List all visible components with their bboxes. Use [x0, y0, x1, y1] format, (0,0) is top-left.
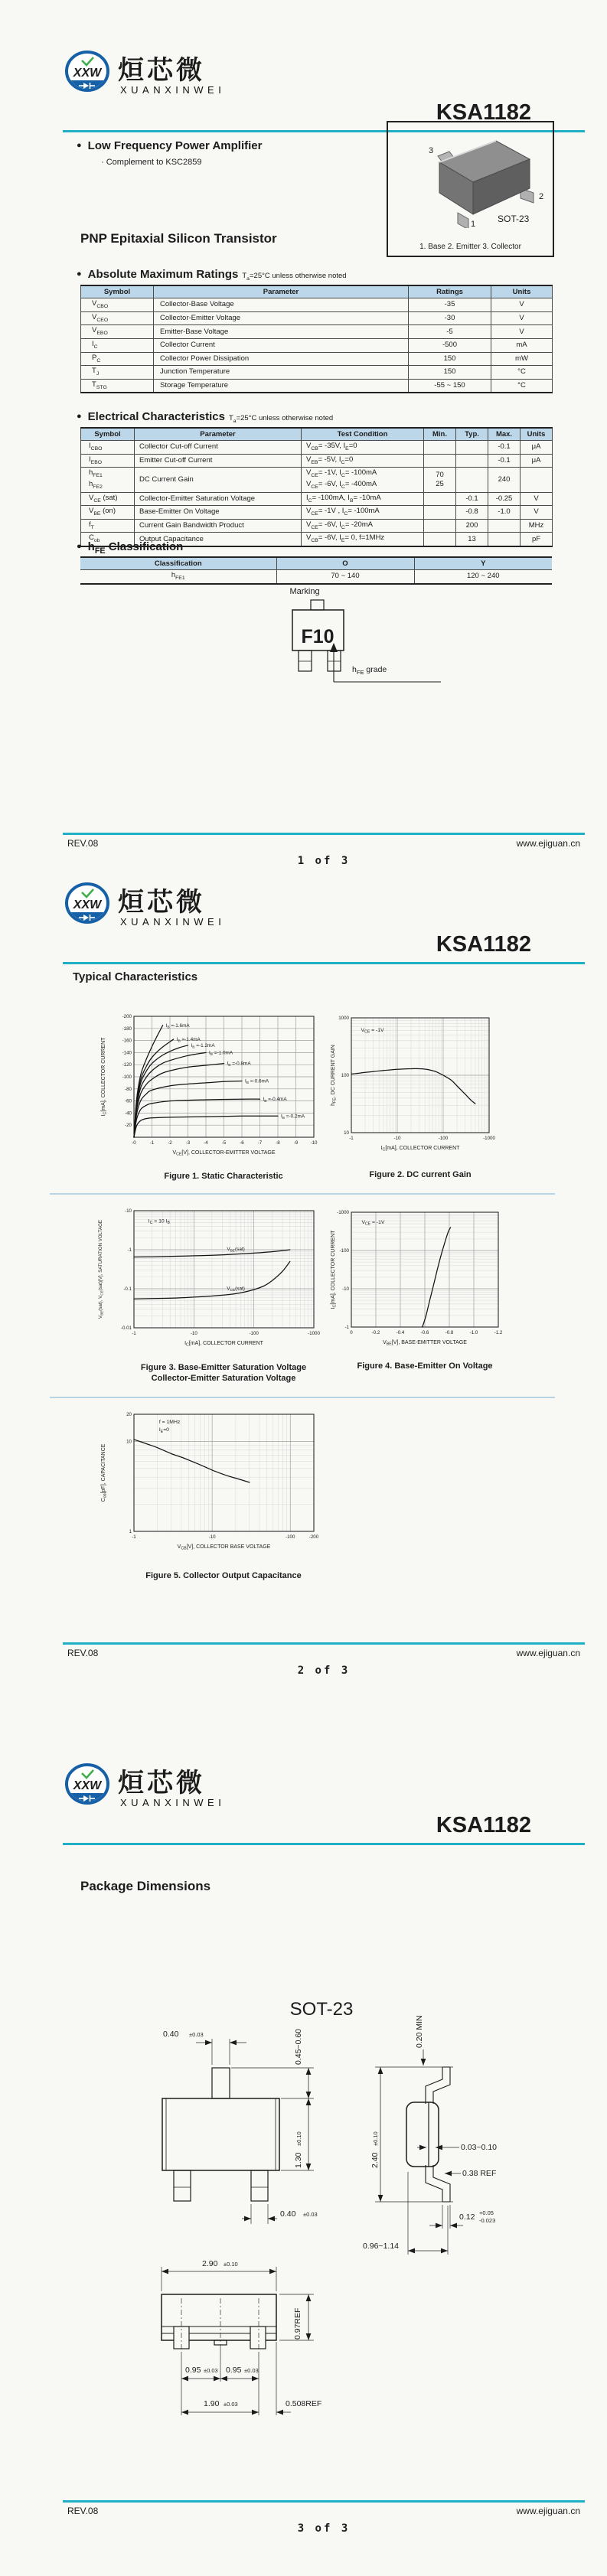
figure-2-dc-current-gain [325, 1007, 526, 1183]
bullet-icon: ● [77, 412, 82, 421]
svg-text:VBE(sat), VCE(sat)[V], SATURAT: $V_{BE}(sat)$, $V_{CE}(sat)[V]$, SATURATION VOLTAGE [98, 1219, 104, 1319]
cell: pF [521, 533, 553, 546]
cell: -55 ~ 150 [409, 379, 491, 393]
figure-5-collector-output-capacitance [73, 1405, 333, 1587]
svg-text:-0.6: -0.6 [420, 1330, 429, 1335]
cell: $I_{CBO}$ [81, 441, 135, 455]
column-header: Classification [80, 557, 276, 570]
column-header: O [276, 557, 414, 570]
svg-text:-100: -100 [286, 1534, 295, 1540]
cell: -1.0 [488, 506, 521, 520]
figure-4-base-emitter-on-voltage [325, 1202, 526, 1379]
svg-text:-10: -10 [393, 1136, 401, 1141]
cell: 240 [488, 468, 521, 492]
svg-text:IB =-1.0mA: $I_B =-1.0mA$ [209, 1050, 233, 1057]
page2-footer [63, 1642, 585, 1677]
svg-text:-0: -0 [132, 1140, 136, 1146]
svg-text:±0.10: ±0.10 [224, 2261, 238, 2268]
package-photo-box [387, 121, 554, 257]
pin-caption: 1. Base 2. Emitter 3. Collector [419, 243, 521, 251]
page-number: 3 of 3 [297, 2522, 351, 2535]
svg-text:VCB[V], COLLECTOR BASE VOLTAGE: $V_{CB}[V]$, COLLECTOR BASE VOLTAGE [177, 1544, 271, 1551]
cell: V [491, 298, 553, 312]
cell: $V_{CE}$ (sat) [81, 492, 135, 506]
brand-name-en: XUANXINWEI [120, 84, 226, 96]
cell: $I_C= -100mA$, $I_B= -10mA$ [302, 492, 424, 506]
svg-text:0.508REF: 0.508REF [286, 2399, 322, 2408]
cell: $f_T$ [81, 519, 135, 533]
svg-text:-100: -100 [122, 1074, 132, 1080]
svg-text:-160: -160 [122, 1038, 132, 1044]
cell: Storage Temperature [154, 379, 409, 393]
column-header: Symbol [81, 285, 154, 298]
svg-text:1000: 1000 [338, 1016, 349, 1021]
table-row [81, 454, 553, 468]
svg-text:IB =-1.4mA: $I_B =-1.4mA$ [176, 1037, 201, 1044]
cell: Collector Current [154, 338, 409, 352]
svg-text:10: 10 [126, 1439, 132, 1445]
page2-header [63, 876, 585, 964]
cell: V [491, 325, 553, 339]
svg-text:-1.2: -1.2 [494, 1330, 503, 1335]
svg-text:1: 1 [129, 1529, 132, 1534]
svg-text:VCE(sat): $V_{CE}(sat)$ [227, 1286, 245, 1293]
bullet-icon: ● [77, 141, 82, 150]
svg-text:f = 1MHz: f = 1MHz [158, 1420, 181, 1426]
cell: $C_{ob}$ [81, 533, 135, 546]
page3-footer [63, 2500, 585, 2535]
svg-text:-7: -7 [257, 1140, 263, 1146]
cell [424, 533, 456, 546]
package-dimensions-drawing [0, 1982, 607, 2441]
revision-label: REV.08 [67, 2506, 99, 2516]
cell: V [521, 492, 553, 506]
cell: μA [521, 454, 553, 468]
pin2-label: 2 [539, 192, 544, 201]
svg-text:XXW: XXW [73, 898, 102, 911]
table-row [81, 506, 553, 520]
svg-text:10: 10 [344, 1130, 349, 1136]
svg-text:VBE[V], BASE-EMITTER VOLTAGE: $V_{BE}[V]$, BASE-EMITTER VOLTAGE [383, 1340, 467, 1347]
cell [424, 492, 456, 506]
cell: Collector-Emitter Saturation Voltage [135, 492, 302, 506]
feature-subitem: · Complement to KSC2859 [101, 158, 202, 167]
svg-text:VCE = -1V: $V_{CE} = -1V$ [361, 1028, 384, 1035]
pin3-label: 3 [429, 146, 434, 155]
fig2-plot [325, 1007, 526, 1183]
svg-text:1.90: 1.90 [204, 2399, 220, 2408]
svg-text:1.30: 1.30 [294, 2152, 303, 2168]
table-row [81, 325, 553, 339]
svg-text:2.90: 2.90 [202, 2259, 218, 2268]
hfe-classification-heading: ● $h_{FE}$ Classification [77, 540, 184, 556]
figure-1-static-characteristic [73, 1004, 333, 1182]
cell [424, 519, 456, 533]
cell: -0.1 [456, 492, 488, 506]
cell: $V_{CB}= -6V$, $I_E= 0$, f=1MHz [302, 533, 424, 546]
svg-text:IE=0: $I_E=0$ [158, 1427, 169, 1434]
svg-text:-6: -6 [240, 1140, 244, 1146]
cell: -0.1 [488, 441, 521, 455]
part-number: KSA1182 [436, 1813, 531, 1837]
cell: Current Gain Bandwidth Product [135, 519, 302, 533]
cell: Collector Power Dissipation [154, 352, 409, 366]
figure-caption: Figure 5. Collector Output Capacitance [145, 1571, 302, 1580]
svg-text:0.03~0.10: 0.03~0.10 [461, 2143, 498, 2152]
cell: mW [491, 352, 553, 366]
part-number: KSA1182 [436, 932, 531, 957]
table-row [81, 468, 553, 492]
column-header: Symbol [81, 428, 135, 441]
svg-text:0.20 MIN: 0.20 MIN [415, 2015, 424, 2048]
abs-max-heading: ● Absolute Maximum Ratings $T_a=25^\circ C$ unless otherwise noted [77, 268, 347, 282]
svg-text:100: 100 [341, 1073, 349, 1078]
svg-text:-100: -100 [438, 1136, 449, 1141]
cell [488, 533, 521, 546]
svg-text:-200: -200 [308, 1534, 319, 1540]
website-link[interactable]: www.ejiguan.cn [516, 2506, 580, 2516]
svg-text:+0.05: +0.05 [479, 2209, 494, 2216]
cell: Emitter-Base Voltage [154, 325, 409, 339]
svg-text:-100: -100 [339, 1248, 349, 1254]
svg-text:-0.8: -0.8 [445, 1330, 454, 1335]
cell: $I_C$ [81, 338, 154, 352]
xxw-logo-icon [63, 49, 112, 96]
figure-3-saturation-voltage [73, 1198, 333, 1391]
svg-text:-0.023: -0.023 [479, 2217, 496, 2224]
cell: $P_C$ [81, 352, 154, 366]
svg-text:Cob[pF], CAPACITANCE: $C_{ob}[pF]$, CAPACITANCE [101, 1443, 108, 1502]
figure-caption: Figure 3. Base-Emitter Saturation Voltage [140, 1363, 307, 1372]
cell: $V_{EB}= -5V$, $I_C=0$ [302, 454, 424, 468]
svg-text:0.40: 0.40 [280, 2209, 296, 2219]
column-header: Units [521, 428, 553, 441]
page1-header [63, 44, 585, 132]
svg-text:0.12: 0.12 [459, 2212, 475, 2222]
svg-text:-1000: -1000 [337, 1210, 349, 1215]
svg-text:-100: -100 [249, 1331, 259, 1336]
cell: °C [491, 379, 553, 393]
svg-text:hFE, DC CURRENT GAIN: $h_{FE}$, DC CURRENT GAIN [331, 1045, 338, 1106]
figure-caption: Figure 1. Static Characteristic [164, 1172, 283, 1181]
cell [488, 519, 521, 533]
cell: $V_{CB}= -35V$, $I_E=0$ [302, 441, 424, 455]
cell: $V_{CEO}$ [81, 311, 154, 325]
marking-label: Marking [289, 587, 320, 596]
page-number: 2 of 3 [297, 1665, 351, 1677]
svg-text:-140: -140 [122, 1050, 132, 1056]
table-row [81, 366, 553, 380]
cell: $V_{EBO}$ [81, 325, 154, 339]
column-header: Max. [488, 428, 521, 441]
svg-text:IC[mA], COLLECTOR CURRENT: $I_C[mA]$, COLLECTOR CURRENT [331, 1230, 338, 1309]
cell: 70 25 [424, 468, 456, 492]
table-row [81, 311, 553, 325]
cell: $V_{CE}= -6V$, $I_C= -20mA$ [302, 519, 424, 533]
page3-header [63, 1757, 585, 1845]
svg-text:±0.03: ±0.03 [303, 2211, 318, 2218]
table-row [81, 298, 553, 312]
figure-caption: Figure 2. DC current Gain [369, 1170, 472, 1179]
cell: 150 [409, 366, 491, 380]
fig4-plot [325, 1202, 526, 1379]
table-row [81, 492, 553, 506]
svg-text:0: 0 [350, 1330, 353, 1335]
svg-text:-1000: -1000 [483, 1136, 495, 1141]
cell: -35 [409, 298, 491, 312]
cell: -30 [409, 311, 491, 325]
svg-text:-0.2: -0.2 [371, 1330, 380, 1335]
cell [424, 506, 456, 520]
svg-text:0.40: 0.40 [163, 2030, 179, 2039]
svg-text:-200: -200 [122, 1014, 132, 1019]
svg-text:0.95: 0.95 [185, 2366, 201, 2375]
cell: Output Capacitance [135, 533, 302, 546]
column-header: Parameter [135, 428, 302, 441]
cell [456, 468, 488, 492]
cell: V [491, 311, 553, 325]
table-row [81, 338, 553, 352]
svg-text:-1: -1 [127, 1247, 132, 1253]
package-type-label: SOT-23 [498, 214, 530, 224]
column-header: Y [414, 557, 552, 570]
revision-label: REV.08 [67, 838, 99, 849]
svg-text:-1: -1 [349, 1136, 354, 1141]
xxw-logo-icon [63, 1762, 112, 1809]
svg-text:±0.03: ±0.03 [224, 2401, 238, 2408]
svg-text:-10: -10 [310, 1140, 318, 1146]
svg-text:-0.01: -0.01 [120, 1325, 132, 1331]
svg-text:IB =-0.2mA: $I_B =-0.2mA$ [281, 1114, 305, 1120]
column-header: Test Condition [302, 428, 424, 441]
svg-text:0.38 REF: 0.38 REF [462, 2169, 497, 2178]
svg-text:IB =-0.8mA: $I_B =-0.8mA$ [227, 1061, 251, 1068]
cell: $h_{FE1}$ $h_{FE2}$ [81, 468, 135, 492]
svg-text:-20: -20 [125, 1123, 132, 1129]
section-divider [50, 1193, 555, 1195]
hfe-classification-table [80, 556, 552, 585]
svg-text:-1.0: -1.0 [469, 1330, 478, 1335]
svg-text:20: 20 [126, 1412, 132, 1417]
svg-text:0.45~0.60: 0.45~0.60 [294, 2028, 303, 2065]
sot23-3d-image [392, 129, 549, 228]
table-row [81, 379, 553, 393]
svg-text:IC[mA], COLLECTOR CURRENT: $I_C[mA]$, COLLECTOR CURRENT [101, 1037, 108, 1117]
svg-text:-4: -4 [204, 1140, 208, 1146]
cell: $I_{EBO}$ [81, 454, 135, 468]
logo-monogram: XXW [73, 67, 102, 80]
svg-text:-9: -9 [293, 1140, 299, 1146]
fig5-plot [73, 1405, 333, 1587]
svg-text:-1: -1 [344, 1325, 349, 1330]
cell: $V_{CE}= -1V$, $I_C= -100mA$ $V_{CE}= -6V$, $I_C= -400mA$ [302, 468, 424, 492]
svg-text:VCE[V], COLLECTOR-EMITTER VOLT: $V_{CE}[V]$, COLLECTOR-EMITTER VOLTAGE [172, 1150, 276, 1157]
cell [456, 441, 488, 455]
svg-text:±0.03: ±0.03 [189, 2031, 204, 2038]
svg-text:-80: -80 [125, 1086, 132, 1092]
bullet-icon: ● [77, 542, 82, 551]
column-header: Parameter [154, 285, 409, 298]
package-dimensions-heading: Package Dimensions [80, 1879, 211, 1893]
svg-text:-40: -40 [125, 1110, 132, 1117]
svg-text:±0.03: ±0.03 [244, 2367, 259, 2374]
website-link[interactable]: www.ejiguan.cn [516, 1648, 580, 1658]
electrical-characteristics-table [80, 427, 553, 547]
cell: -0.1 [488, 454, 521, 468]
typical-characteristics-heading: Typical Characteristics [73, 970, 198, 983]
cell: °C [491, 366, 553, 380]
figure-caption: Figure 4. Base-Emitter On Voltage [357, 1361, 493, 1371]
svg-text:±0.03: ±0.03 [204, 2367, 218, 2374]
cell: 150 [409, 352, 491, 366]
svg-text:0.95: 0.95 [226, 2366, 242, 2375]
page1-footer [63, 833, 585, 867]
website-link[interactable]: www.ejiguan.cn [516, 838, 580, 849]
cell: -5 [409, 325, 491, 339]
package-name: SOT-23 [289, 1999, 354, 2020]
cell: $V_{CBO}$ [81, 298, 154, 312]
column-header: Min. [424, 428, 456, 441]
svg-text:-0.1: -0.1 [123, 1286, 132, 1292]
svg-text:VCE = -1V: $V_{CE} = -1V$ [361, 1220, 385, 1227]
dot-icon: · [101, 158, 104, 167]
svg-text:-180: -180 [122, 1026, 132, 1032]
cell [456, 454, 488, 468]
cell [424, 441, 456, 455]
cell: Emitter Cut-off Current [135, 454, 302, 468]
absolute-maximum-ratings-table [80, 285, 553, 393]
cell: $T_{STG}$ [81, 379, 154, 393]
svg-text:-2: -2 [168, 1140, 172, 1146]
cell: $h_{FE1}$ [80, 570, 276, 584]
cell: Collector-Base Voltage [154, 298, 409, 312]
cell: -0.8 [456, 506, 488, 520]
svg-text:-1000: -1000 [308, 1331, 320, 1336]
column-header: Ratings [409, 285, 491, 298]
cell: 120 ~ 240 [414, 570, 552, 584]
cell: μA [521, 441, 553, 455]
hfe-grade-label: $h_{FE}$ grade [352, 665, 387, 677]
table-row [81, 352, 553, 366]
svg-text:-60: -60 [125, 1098, 132, 1104]
cell: $T_J$ [81, 366, 154, 380]
part-number: KSA1182 [436, 100, 531, 125]
cell: Collector-Emitter Voltage [154, 311, 409, 325]
cell [424, 454, 456, 468]
svg-text:-0.4: -0.4 [396, 1330, 405, 1335]
svg-text:±0.10: ±0.10 [295, 2131, 302, 2146]
cell: 70 ~ 140 [276, 570, 414, 584]
marking-code: F10 [301, 626, 335, 647]
fig1-plot [73, 1004, 333, 1182]
svg-text:±0.10: ±0.10 [372, 2131, 379, 2146]
cell: Collector Cut-off Current [135, 441, 302, 455]
svg-text:IC = 10 IB: $I_C = 10$ $I_B$ [148, 1218, 170, 1225]
svg-text:-120: -120 [122, 1062, 132, 1068]
electrical-characteristics-heading: ● Electrical Characteristics $T_a=25^\circ C$ unless otherwise noted [77, 410, 334, 424]
feature-heading: ● Low Frequency Power Amplifier [77, 139, 263, 152]
revision-label: REV.08 [67, 1648, 99, 1658]
cell: V [521, 506, 553, 520]
section-divider [50, 1397, 555, 1398]
cell: Junction Temperature [154, 366, 409, 380]
svg-text:IB =-0.6mA: $I_B =-0.6mA$ [245, 1078, 269, 1086]
device-type-title: PNP Epitaxial Silicon Transistor [80, 231, 277, 246]
cell: -0.25 [488, 492, 521, 506]
brand-name-cn: 烜芯微 [118, 1769, 205, 1798]
svg-text:-1: -1 [149, 1140, 155, 1146]
svg-text:-1: -1 [132, 1331, 136, 1336]
page-number: 1 of 3 [297, 855, 351, 867]
svg-text:-10: -10 [125, 1208, 132, 1214]
cell: DC Current Gain [135, 468, 302, 492]
cell: 13 [456, 533, 488, 546]
pin1-label: 1 [471, 220, 476, 228]
cell: -500 [409, 338, 491, 352]
table-row [81, 441, 553, 455]
svg-text:IC[mA], COLLECTOR CURRENT: $I_C[mA]$, COLLECTOR CURRENT [184, 1341, 263, 1348]
svg-text:2.40: 2.40 [370, 2152, 380, 2168]
svg-text:-10: -10 [208, 1534, 216, 1540]
svg-text:-10: -10 [342, 1286, 349, 1292]
cell: $V_{BE}$ (on) [81, 506, 135, 520]
svg-text:0.97REF: 0.97REF [293, 2307, 302, 2340]
brand-name-cn: 烜芯微 [118, 888, 205, 917]
svg-text:IB =-0.4mA: $I_B =-0.4mA$ [263, 1097, 287, 1104]
svg-text:XXW: XXW [73, 1779, 102, 1792]
svg-text:-1: -1 [132, 1534, 136, 1540]
svg-text:-10: -10 [190, 1331, 197, 1336]
brand-name-en: XUANXINWEI [120, 916, 226, 928]
table-row [81, 519, 553, 533]
figure-caption-line2: Collector-Emitter Saturation Voltage [151, 1374, 296, 1384]
svg-text:VBE(sat): $V_{BE}(sat)$ [227, 1246, 245, 1254]
svg-text:0.96~1.14: 0.96~1.14 [363, 2242, 400, 2251]
svg-text:IB =-1.6mA: $I_B =-1.6mA$ [165, 1022, 190, 1030]
svg-text:-8: -8 [276, 1140, 280, 1146]
svg-text:-5: -5 [221, 1140, 227, 1146]
column-header: Typ. [456, 428, 488, 441]
cell: $V_{CE}= -1V$ , $I_C= -100mA$ [302, 506, 424, 520]
cell [521, 468, 553, 492]
cell: 200 [456, 519, 488, 533]
svg-text:-3: -3 [185, 1140, 191, 1146]
cell: Base-Emitter On Voltage [135, 506, 302, 520]
svg-text:IB =-1.2mA: $I_B =-1.2mA$ [191, 1042, 215, 1050]
brand-name-cn: 烜芯微 [118, 56, 205, 85]
svg-text:IC[mA], COLLECTOR CURRENT: $I_C[mA]$, COLLECTOR CURRENT [380, 1146, 460, 1153]
xxw-logo-icon [63, 881, 112, 928]
bullet-icon: ● [77, 269, 82, 279]
cell: mA [491, 338, 553, 352]
brand-name-en: XUANXINWEI [120, 1797, 226, 1808]
cell: MHz [521, 519, 553, 533]
column-header: Units [491, 285, 553, 298]
